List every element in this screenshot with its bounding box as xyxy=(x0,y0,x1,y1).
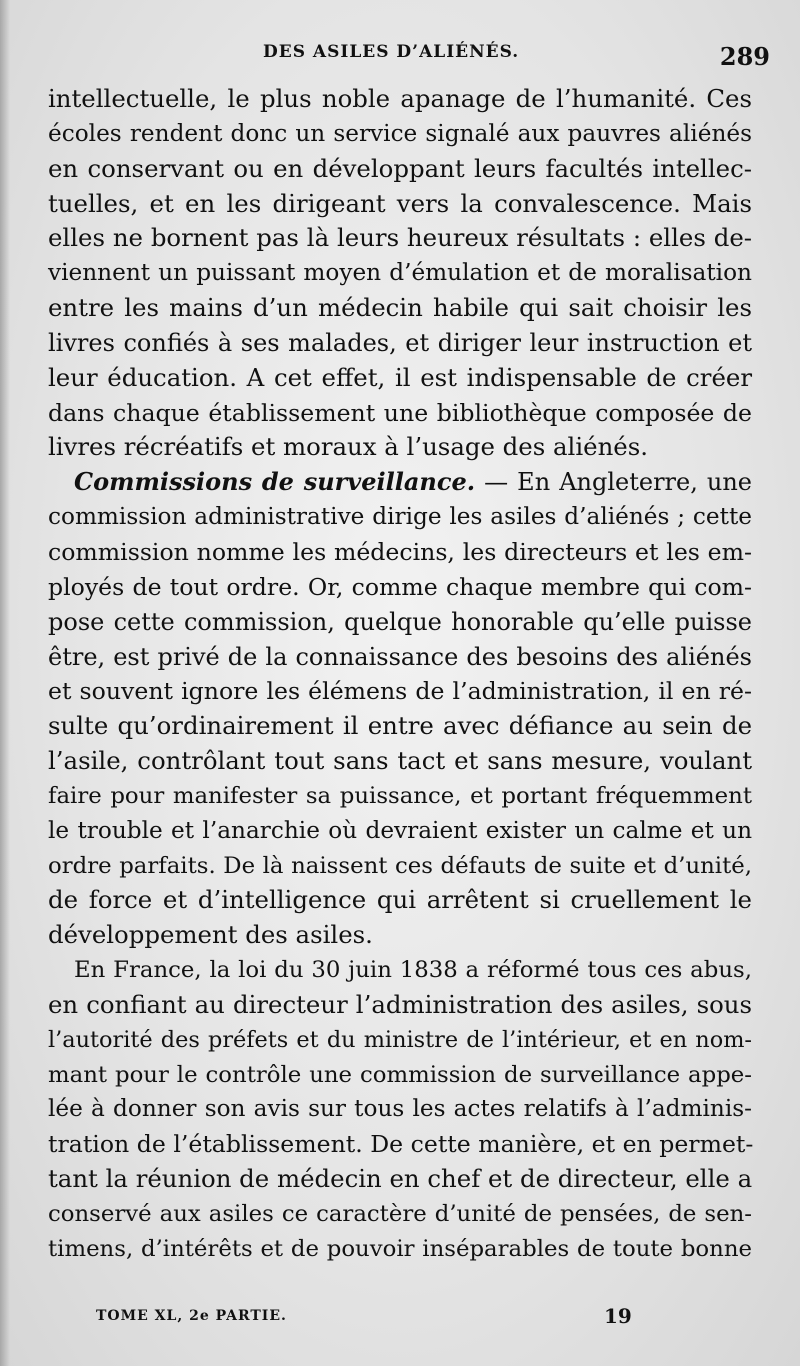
body-text xyxy=(48,82,752,1267)
text-line: écoles rendent donc un service signalé aux pauvres aliénés xyxy=(48,119,752,147)
text-line: le trouble et l’anarchie où devraient exister un calme et un xyxy=(48,816,752,844)
text-line: développement des asiles. xyxy=(48,920,373,950)
text-line: timens, d’intérêts et de pouvoir inséparables de toute bonne xyxy=(48,1235,752,1262)
paragraph-3 xyxy=(48,953,752,1267)
text-line: ployés de tout ordre. Or, comme chaque membre qui com- xyxy=(48,572,752,601)
text-line: en confiant au directeur l’administration des asiles, sous xyxy=(48,989,752,1019)
text-line: tration de l’établissement. De cette manière, et en permet- xyxy=(48,1130,754,1159)
text-line: lée à donner son avis sur tous les actes relatifs à l’adminis- xyxy=(48,1095,752,1123)
text-line: viennent un puissant moyen d’émulation et de moralisation xyxy=(48,259,752,287)
text-line: commission administrative dirige les asiles d’aliénés ; cette xyxy=(48,503,752,531)
section-heading-line xyxy=(48,465,752,500)
text-line: l’asile, contrôlant tout sans tact et sans mesure, voulant xyxy=(48,746,752,776)
signature-mark: 19 xyxy=(604,1304,632,1328)
section-heading: Commissions de surveillance. xyxy=(74,467,476,497)
text-line: ordre parfaits. De là naissent ces défauts de suite et d’unité, xyxy=(48,852,752,879)
text-line: faire pour manifester sa puissance, et portant fréquemment xyxy=(48,782,752,809)
text-line: l’autorité des préfets et du ministre de l’intérieur, et en nom- xyxy=(48,1026,752,1053)
text-line: dans chaque établissement une bibliothèque composée de xyxy=(48,398,752,427)
text-line: en conservant ou en développant leurs facultés intellec- xyxy=(48,153,752,183)
page-edge-shadow xyxy=(0,0,10,1366)
text-line: livres récréatifs et moraux à l’usage des aliénés. xyxy=(48,432,648,462)
paragraph-2 xyxy=(48,465,752,953)
text-line: conservé aux asiles ce caractère d’unité de pensées, de sen- xyxy=(48,1201,752,1227)
text-line: elles ne bornent pas là leurs heureux résultats : elles de- xyxy=(48,223,752,253)
text-line: tuelles, et en les dirigeant vers la convalescence. Mais xyxy=(48,188,752,218)
heading-line-rest: — En Angleterre, une xyxy=(475,468,752,497)
text-line: entre les mains d’un médecin habile qui sait choisir les xyxy=(48,293,752,323)
volume-mark: TOME XL, 2e PARTIE. xyxy=(96,1308,287,1324)
text-line: sulte qu’ordinairement il entre avec défiance au sein de xyxy=(48,711,752,741)
text-line: être, est privé de la connaissance des besoins des aliénés xyxy=(48,642,752,671)
running-title: DES ASILES D’ALIÉNÉS. xyxy=(263,42,520,62)
text-line: tant la réunion de médecin en chef et de directeur, elle a xyxy=(48,1164,753,1194)
page-footer xyxy=(96,1304,636,1338)
text-line: livres confiés à ses malades, et diriger leur instruction et xyxy=(48,328,752,357)
text-line: En France, la loi du 30 juin 1838 a réformé tous ces abus, xyxy=(74,957,752,984)
text-line: de force et d’intelligence qui arrêtent si cruellement le xyxy=(48,885,752,915)
text-line: intellectuelle, le plus noble apanage de l’humanité. Ces xyxy=(48,84,752,113)
text-line: et souvent ignore les élémens de l’administration, il en ré- xyxy=(48,677,752,706)
page-number: 289 xyxy=(719,42,770,71)
text-line: mant pour le contrôle une commission de surveillance appe- xyxy=(48,1061,752,1088)
paragraph-1 xyxy=(48,82,752,465)
text-line: pose cette commission, quelque honorable qu’elle puisse xyxy=(48,607,752,636)
text-line: commission nomme les médecins, les directeurs et les em- xyxy=(48,537,752,566)
text-line: leur éducation. A cet effet, il est indispensable de créer xyxy=(48,362,752,392)
page-header xyxy=(48,38,768,78)
